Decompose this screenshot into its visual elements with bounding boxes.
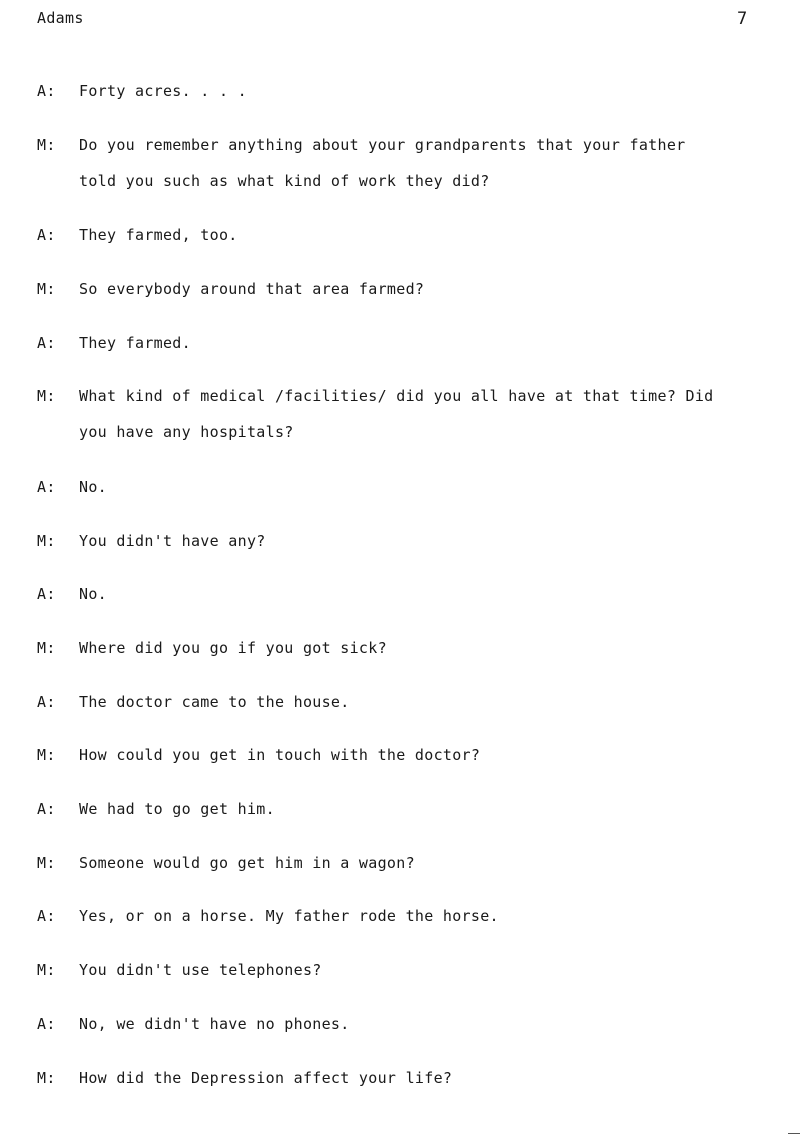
utterance-text: We had to go get him. <box>79 800 275 818</box>
utterance-text: Forty acres. . . . <box>79 82 247 100</box>
utterance-text: No. <box>79 478 107 496</box>
transcript-turn <box>37 271 727 307</box>
utterance-text: The doctor came to the house. <box>79 693 350 711</box>
utterance-text: You didn't have any? <box>79 532 266 550</box>
utterance-text: No. <box>79 585 107 603</box>
utterance-text: What kind of medical /facilities/ did you all have at that time? Did you have any hospitals? <box>79 387 714 441</box>
page-header-name: Adams <box>37 9 84 27</box>
utterance-text: How did the Depression affect your life? <box>79 1069 453 1087</box>
speaker-label: M: <box>37 854 56 872</box>
utterance-text: They farmed, too. <box>79 226 238 244</box>
transcript-turn <box>37 1060 727 1096</box>
speaker-label: A: <box>37 334 56 352</box>
transcript-turn <box>37 127 727 199</box>
speaker-label: A: <box>37 693 56 711</box>
transcript-turn <box>37 952 727 988</box>
utterance-text: They farmed. <box>79 334 191 352</box>
transcript-turn <box>37 523 727 559</box>
page-edge-mark <box>788 1133 800 1134</box>
speaker-label: A: <box>37 800 56 818</box>
speaker-label: A: <box>37 226 56 244</box>
transcript-turn <box>37 73 727 109</box>
speaker-label: M: <box>37 136 56 154</box>
speaker-label: A: <box>37 82 56 100</box>
transcript-turn <box>37 898 727 934</box>
speaker-label: M: <box>37 1069 56 1087</box>
transcript-turn <box>37 630 727 666</box>
page-number: 7 <box>737 9 748 29</box>
speaker-label: M: <box>37 746 56 764</box>
utterance-text: Where did you go if you got sick? <box>79 639 387 657</box>
transcript-turn <box>37 576 727 612</box>
transcript-turn <box>37 325 727 361</box>
speaker-label: M: <box>37 280 56 298</box>
utterance-text: Someone would go get him in a wagon? <box>79 854 415 872</box>
transcript-turn <box>37 845 727 881</box>
transcript-turn <box>37 1006 727 1042</box>
speaker-label: M: <box>37 387 56 405</box>
utterance-text: Yes, or on a horse. My father rode the horse. <box>79 907 499 925</box>
utterance-text: So everybody around that area farmed? <box>79 280 425 298</box>
speaker-label: M: <box>37 639 56 657</box>
transcript-turn <box>37 217 727 253</box>
utterance-text: No, we didn't have no phones. <box>79 1015 350 1033</box>
speaker-label: A: <box>37 585 56 603</box>
transcript-turn <box>37 737 727 773</box>
speaker-label: M: <box>37 532 56 550</box>
speaker-label: A: <box>37 907 56 925</box>
transcript-turn <box>37 684 727 720</box>
transcript-turn <box>37 378 727 450</box>
speaker-label: A: <box>37 1015 56 1033</box>
speaker-label: A: <box>37 478 56 496</box>
utterance-text: Do you remember anything about your grandparents that your father told you such as what kind of work they did? <box>79 136 686 190</box>
transcript-turn <box>37 469 727 505</box>
speaker-label: M: <box>37 961 56 979</box>
utterance-text: You didn't use telephones? <box>79 961 322 979</box>
utterance-text: How could you get in touch with the doctor? <box>79 746 481 764</box>
transcript-turn <box>37 791 727 827</box>
